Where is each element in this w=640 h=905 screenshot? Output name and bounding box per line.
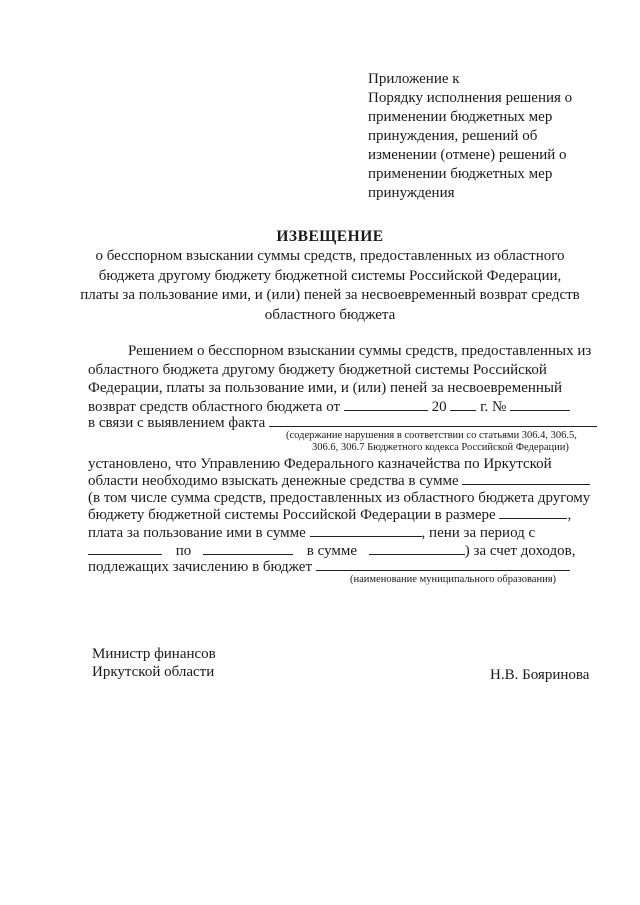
body-text: возврат средств областного бюджета от [88,399,341,415]
penalty-field-blank[interactable] [369,542,465,555]
notice-title: ИЗВЕЩЕНИЕ [276,228,384,245]
signature-position: Иркутской области [92,664,215,680]
body-line: Федерации, платы за пользование ими, и (или) пеней за несвоевременный [88,380,563,396]
subtitle-line: бюджета другому бюджету бюджетной системы Российской Федерации, [98,267,562,284]
body-text: в связи с выявлением факта [88,415,266,431]
number-field-blank[interactable] [510,398,570,411]
body-text: бюджету бюджетной системы Российской Федерации в размере [88,507,496,523]
period-from-blank[interactable] [88,542,162,555]
body-text: в сумме [306,543,358,559]
body-text: подлежащих зачислению в бюджет [88,559,313,575]
violation-field-blank[interactable] [269,414,597,427]
body-text: г. № [480,399,507,415]
footnote: (наименование муниципального образования) [350,574,557,585]
subtitle-line: платы за пользование ими, и (или) пеней за несвоевременный возврат средств [80,287,580,303]
signature-position: Министр финансов [92,646,216,662]
body-line: (в том числе сумма средств, предоставленных из областного бюджета другому [88,490,591,506]
subtitle-line: о бесспорном взыскании суммы средств, предоставленных из областного [95,248,565,264]
footnote: 306.6, 306.7 Бюджетного кодекса Российской Федерации) [312,442,569,453]
body-text: области необходимо взыскать денежные средства в сумме [88,473,459,489]
appendix-line: Приложение к [368,71,460,87]
signature-name: Н.В. Бояринова [490,667,590,683]
body-text: плата за пользование ими в сумме [88,525,306,541]
body-line [88,472,590,490]
appendix-line: принуждения [368,185,455,201]
body-text: , пени за период с [421,525,536,541]
amount-field-blank[interactable] [499,506,567,519]
sum-field-blank[interactable] [462,472,590,485]
budget-field-blank[interactable] [316,558,570,571]
date-field-blank[interactable] [344,398,428,411]
fee-field-blank[interactable] [310,524,422,537]
period-to-blank[interactable] [203,542,293,555]
footnote: (содержание нарушения в соответствии со статьями 306.4, 306.5, [286,430,577,441]
subtitle-line: областного бюджета [264,306,396,323]
appendix-header [368,70,572,203]
appendix-line: применении бюджетных мер [368,109,553,125]
year-field-blank[interactable] [450,398,476,411]
appendix-line: принуждения, решений об [368,128,538,144]
body-text: 20 [431,399,447,415]
appendix-line: изменении (отмене) решений о [368,147,567,163]
body-line: установлено, что Управлению Федерального казначейства по Иркутской [88,456,552,472]
body-line: Решением о бесспорном взыскании суммы средств, предоставленных из [128,343,592,359]
body-text: по [175,543,192,559]
body-line [88,524,535,542]
body-line: бюджету бюджетной системы Российской Федерации в размере , [88,507,572,523]
appendix-line: Порядку исполнения решения о [368,90,573,106]
notice-subtitle [80,247,580,325]
body-text: ) за счет доходов, [464,543,576,559]
appendix-line: применении бюджетных мер [368,166,553,182]
body-line: областного бюджета другому бюджету бюджетной системы Российской [88,362,547,378]
